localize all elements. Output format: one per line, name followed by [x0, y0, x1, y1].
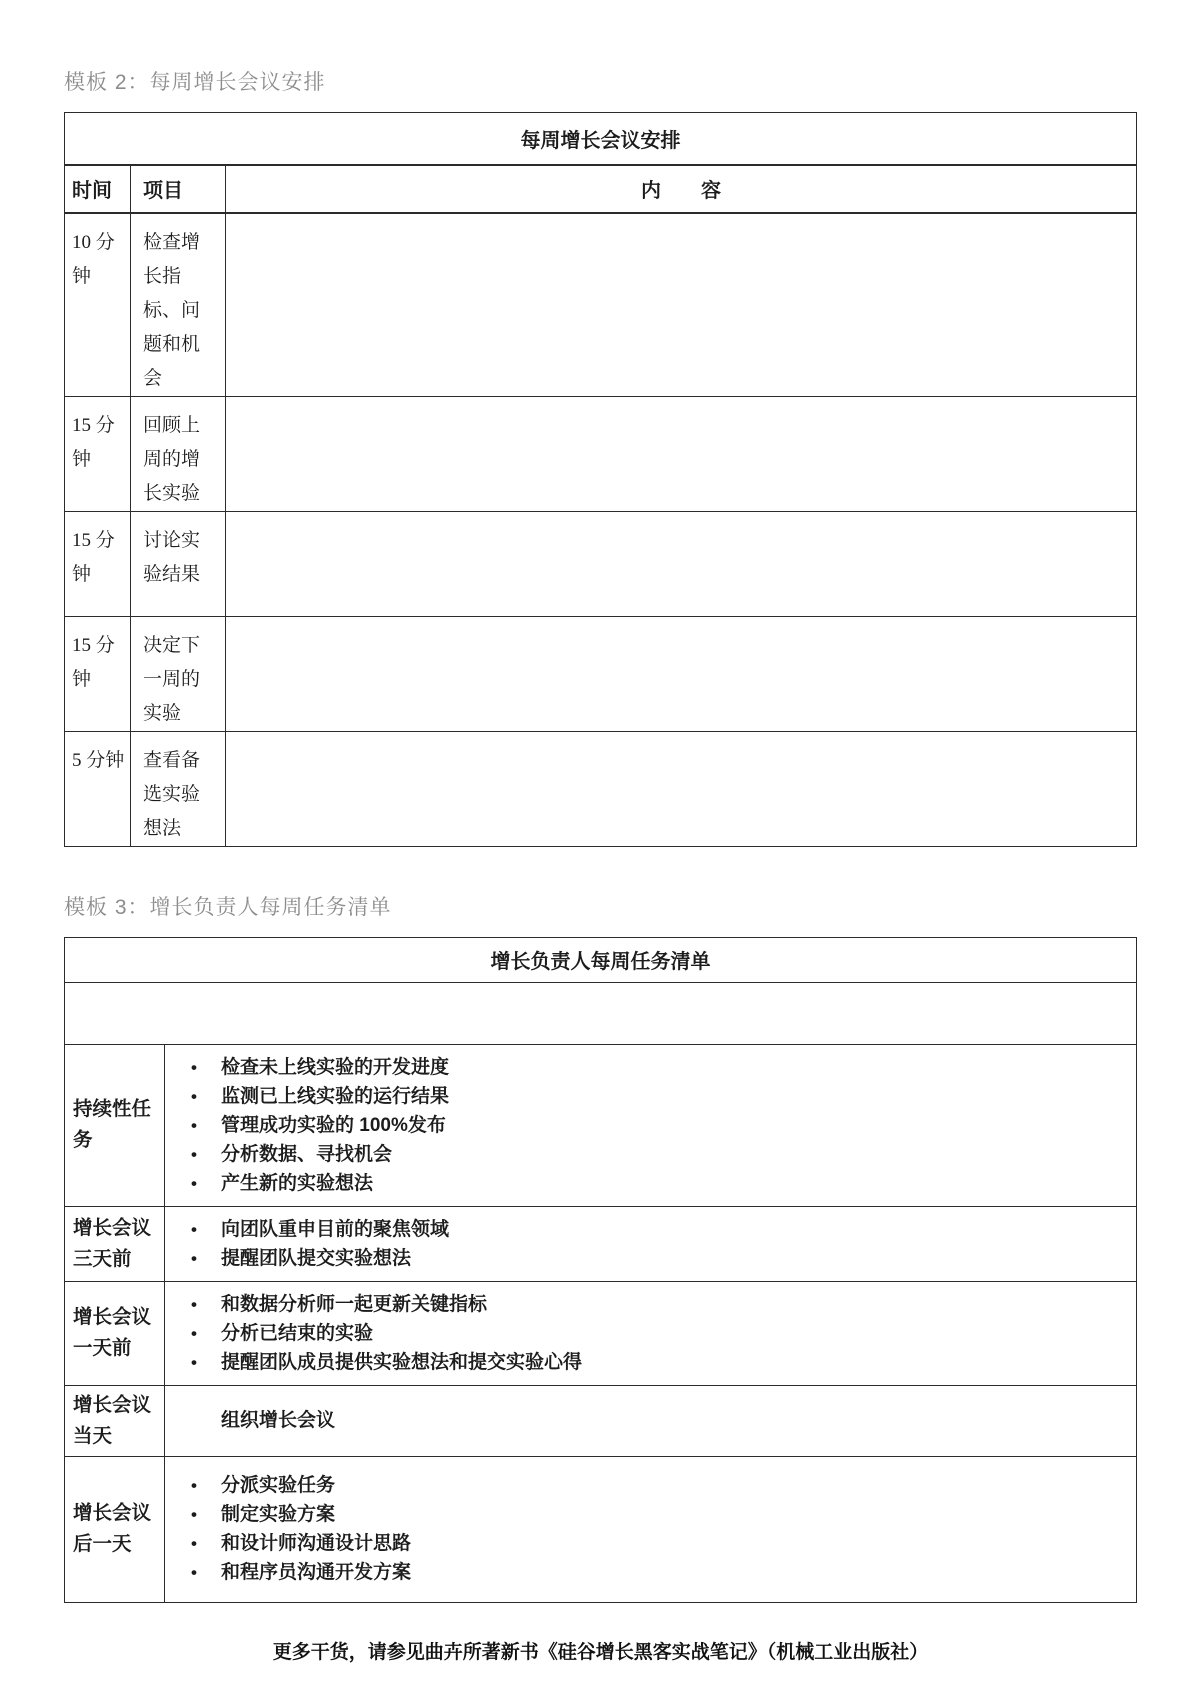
content-cell: [226, 616, 1137, 731]
content-cell: [226, 731, 1137, 846]
row-label: 增长会议一天前: [65, 1281, 165, 1385]
task-item: [175, 1140, 1126, 1169]
table-row: [65, 213, 1137, 397]
task-text: 提醒团队成员提供实验想法和提交实验心得: [221, 1351, 583, 1373]
row-label: 增长会议后一天: [65, 1456, 165, 1602]
col-header-item: 项目: [131, 165, 226, 213]
empty-row: [65, 982, 1137, 1044]
task-text: 产生新的实验想法: [221, 1172, 374, 1194]
table-row: [65, 1456, 1137, 1602]
task-item: [175, 1290, 1126, 1319]
task-text: 向团队重申目前的聚焦领域: [221, 1218, 450, 1240]
bullet-icon: •: [191, 1144, 197, 1164]
task-item: [175, 1082, 1126, 1111]
bullet-icon: •: [191, 1294, 197, 1314]
task-text: 和数据分析师一起更新关键指标: [221, 1293, 488, 1315]
col-header-time: 时间: [65, 165, 131, 213]
item-cell: 回顾上周的增长实验: [131, 396, 226, 511]
task-text: 监测已上线实验的运行结果: [221, 1085, 450, 1107]
table-row: [65, 731, 1137, 846]
bullet-icon: •: [191, 1534, 197, 1553]
task-text: 组织增长会议: [221, 1410, 336, 1431]
task-item: [175, 1215, 1126, 1244]
table-row: [65, 1385, 1137, 1456]
task-item: [175, 1529, 1126, 1558]
table-title-row: [65, 113, 1137, 165]
time-cell: 5 分钟: [65, 731, 131, 846]
row-label: 增长会议当天: [65, 1385, 165, 1456]
empty-cell: [65, 982, 1137, 1044]
meeting-table-title: 每周增长会议安排: [65, 113, 1137, 165]
col-header-content: 内 容: [226, 165, 1137, 213]
row-label: 持续性任务: [65, 1044, 165, 1206]
task-items-cell: [165, 1044, 1137, 1206]
task-items-cell: [165, 1456, 1137, 1602]
task-text: 和程序员沟通开发方案: [221, 1562, 412, 1583]
bullet-icon: •: [191, 1115, 197, 1135]
time-cell: 10 分钟: [65, 213, 131, 397]
bullet-icon: •: [191, 1248, 197, 1268]
bullet-icon: •: [191, 1563, 197, 1582]
table-row: [65, 511, 1137, 616]
table-row: [65, 616, 1137, 731]
table-row: [65, 1281, 1137, 1385]
task-item: [175, 1111, 1126, 1140]
bullet-icon: •: [191, 1352, 197, 1372]
task-item: [175, 1471, 1126, 1500]
tasks-table-title: 增长负责人每周任务清单: [65, 937, 1137, 982]
task-text: 和设计师沟通设计思路: [221, 1533, 412, 1554]
content-cell: [226, 396, 1137, 511]
bullet-icon: •: [191, 1173, 197, 1193]
bullet-icon: •: [191, 1505, 197, 1524]
task-text: 分析已结束的实验: [221, 1322, 374, 1344]
weekly-meeting-table: [64, 112, 1137, 847]
content-cell: [226, 213, 1137, 397]
weekly-tasks-table: [64, 937, 1137, 1603]
task-text: 制定实验方案: [221, 1504, 336, 1525]
template3-section-title: 模板 3：增长负责人每周任务清单: [64, 895, 392, 919]
item-cell: 讨论实验结果: [131, 511, 226, 616]
task-text: 管理成功实验的 100%发布: [221, 1114, 446, 1136]
task-item: [175, 1169, 1126, 1198]
bullet-icon: •: [191, 1323, 197, 1343]
content-cell: [226, 511, 1137, 616]
task-items-cell: [165, 1385, 1137, 1456]
time-cell: 15 分钟: [65, 511, 131, 616]
task-item: [175, 1500, 1126, 1529]
bullet-icon: •: [191, 1057, 197, 1077]
task-text: 分析数据、寻找机会: [221, 1143, 393, 1165]
table-header-row: [65, 165, 1137, 213]
time-cell: 15 分钟: [65, 616, 131, 731]
task-text: 检查未上线实验的开发进度: [221, 1056, 450, 1078]
task-item: [175, 1558, 1126, 1587]
item-cell: 决定下一周的实验: [131, 616, 226, 731]
item-cell: 查看备选实验想法: [131, 731, 226, 846]
bullet-icon: •: [191, 1219, 197, 1239]
task-item: [175, 1319, 1126, 1348]
task-text: 分派实验任务: [221, 1475, 336, 1496]
footer-note: 更多干货，请参见曲卉所著新书《硅谷增长黑客实战笔记》（机械工业出版社）: [272, 1641, 929, 1663]
table-row: [65, 396, 1137, 511]
task-item: [175, 1348, 1126, 1377]
item-cell: 检查增长指标、问题和机会: [131, 213, 226, 397]
task-items-cell: [165, 1206, 1137, 1281]
table-row: [65, 1044, 1137, 1206]
task-item: [175, 1053, 1126, 1082]
table-title-row: [65, 937, 1137, 982]
task-item: [175, 1244, 1126, 1273]
template2-section-title: 模板 2：每周增长会议安排: [64, 71, 326, 94]
bullet-icon: •: [191, 1086, 197, 1106]
row-label: 增长会议三天前: [65, 1206, 165, 1281]
task-items-cell: [165, 1281, 1137, 1385]
table-row: [65, 1206, 1137, 1281]
time-cell: 15 分钟: [65, 396, 131, 511]
bullet-icon: •: [191, 1476, 197, 1495]
task-text: 提醒团队提交实验想法: [221, 1247, 412, 1269]
